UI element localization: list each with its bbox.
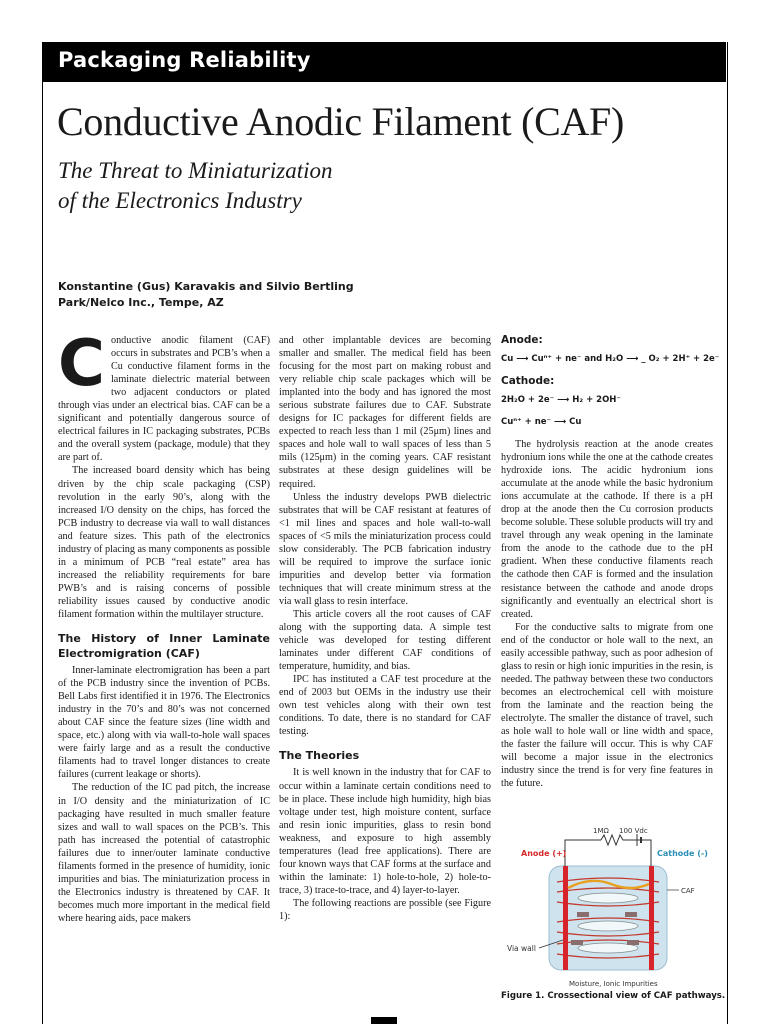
resistor-label: 1MΩ <box>593 827 609 835</box>
wire-anode <box>565 840 601 866</box>
body-paragraph: The reduction of the IC pad pitch, the increase in I/O density and the miniaturization of IC packaging have resulted in much smaller feature sizes and wall to wall spaces on the PCB’s. This path has increased the potential of catastrophic failures due to inner/outer laminate conductive filaments formed in the presence of humidity, ionic impurities and bias. The miniaturization process in the Electronics industry is threatened by CAF. It becomes much more important in the medical field where hearing aids, pace makers <box>58 782 270 924</box>
figure-caption: Figure 1. Crossectional view of CAF pathways. <box>501 991 726 1001</box>
cathode-equation-2: Cuⁿ⁺ + ne⁻ ⟶ Cu <box>501 417 582 427</box>
section-banner-label: Packaging Reliability <box>58 48 311 72</box>
caf-diagram <box>501 826 719 994</box>
cathode-label: Cathode: <box>501 375 555 387</box>
body-paragraph: For the conductive salts to migrate from one end of the conductor or hole wall to the next, an easily accessible pathway, such as poor adhesion of glass to resin or high ionic impurities in the resin, is needed. The pathway between these two conductors becomes an electrochemical cell with moisture from the laminate and the reaction being the electrolyte. The smaller the distance of travel, such as hole wall to hole wall or line width and space, the faster the failure will occur. This is why CAF will become a major issue in the electronics industry since the trend is for very fine features in the future. <box>501 621 713 790</box>
column-1 <box>58 327 270 925</box>
inner-pad <box>571 940 583 945</box>
anode-label: Anode: <box>501 334 543 346</box>
caf-label: CAF <box>681 887 695 895</box>
cathode-equation-1: 2H₂O + 2e⁻ ⟶ H₂ + 2OH⁻ <box>501 395 621 405</box>
reaction-block <box>501 334 720 428</box>
drop-cap: C <box>58 327 105 401</box>
intro-paragraph <box>58 327 270 464</box>
inner-pad <box>627 940 639 945</box>
author-names: Konstantine (Gus) Karavakis and Silvio Bertling <box>58 280 354 293</box>
cathode-label-fig: Cathode (-) <box>657 849 708 858</box>
wire-cathode <box>627 840 651 866</box>
subtitle-line-1: The Threat to Miniaturization <box>58 158 333 183</box>
article-title: Conductive Anodic Filament (CAF) <box>57 99 625 144</box>
body-paragraph: This article covers all the root causes of CAF along with the supporting data. A simple test vehicle was developed for testing different laminates under different CAF conditions of temperature, humidity, and bias. <box>279 608 491 673</box>
body-paragraph: Inner-laminate electromigration has been a part of the PCB industry since the invention of PCBs. Bell Labs first identified it in 1976. The Electronics industry in the 70’s and 80’s was not concerned about CAF since the feature sizes (line width and space, etc.) along with via wall-to-hole wall spaces were fairly large and as a result the conductive filaments had to travel longer distances to create failures (current leakage or shorts). <box>58 665 270 781</box>
via-wall-label: Via wall <box>507 944 536 953</box>
body-paragraph: IPC has instituted a CAF test procedure at the end of 2003 but OEMs in the industry use their own test vehicles along with their own test conditions. To date, there is no standard for CAF testing. <box>279 674 491 738</box>
via-wall-left <box>563 866 568 970</box>
author-affiliation: Park/Nelco Inc., Tempe, AZ <box>58 296 224 309</box>
voltage-label: 100 Vdc <box>619 827 648 835</box>
author-block <box>58 279 658 311</box>
body-paragraph: Unless the industry develops PWB dielectric substrates that will be CAF resistant at features of <1 mil lines and spaces and hole wall-to-wall spaces of <5 mils the miniaturization process could slow considerably. The PCB fabrication industry will be required to improve the surface ionic impurities and develop better via formation techniques that will create minimum stress at the via wall glass to resin interface. <box>279 491 491 607</box>
via-wall-right <box>649 866 654 970</box>
body-paragraph: and other implantable devices are becoming smaller and smaller. The medical field has been focusing for the most part on making robust and very reliable chip scale packages which will be implanted into the body and has ignored the most serious substrate failures due to CAF. Substrate designs for IC packages for different fields are expected to reach less than 1 mil (25μm) lines and spaces and hole wall to wall spaces of less than 5 mils (125μm) in the coming years. CAF resistant substrates at these design guidelines will be required. <box>279 335 491 490</box>
column-2 <box>279 334 491 923</box>
page-number-tab <box>371 1017 397 1024</box>
body-paragraph: It is well known in the industry that for CAF to occur within a laminate certain conditions need to be in place. These include high humidity, high bias voltage under test, high moisture content, surface and resin ionic impurities, glass to resin bond weakness, and exposure to high assembly temperatures (lead free applications). There are four known ways that CAF forms at the surface and within the laminate: 1) hole-to-hole, 2) hole-to-trace, 3) trace-to-trace, and 4) layer-to-layer. <box>279 767 491 896</box>
inner-pad <box>577 912 589 917</box>
glass-bundle <box>578 921 638 931</box>
intro-text: onductive anodic filament (CAF) occurs in substrates and PCB’s when a Cu conductive filament forms in the laminate dielectric material between two adjacent conductors or plated through vias under an electrical bias. CAF can be a significant and potentially dangerous source of electrical failures in IC packaging substrates, PCBs and the overall system (package, module) that they are part of. <box>58 335 270 464</box>
resistor-symbol <box>601 835 627 845</box>
glass-bundle <box>578 893 638 903</box>
figure-1 <box>501 826 719 994</box>
subtitle-line-2: of the Electronics Industry <box>58 188 302 213</box>
article-subtitle <box>58 156 658 216</box>
section-heading-theories: The Theories <box>279 749 360 763</box>
section-heading-history: The History of Inner Laminate Electromigration (CAF) <box>58 632 270 661</box>
inner-pad <box>625 912 637 917</box>
section-banner <box>42 42 726 82</box>
body-paragraph: The following reactions are possible (see Figure 1): <box>279 897 491 922</box>
moisture-label: Moisture, Ionic Impurities <box>569 980 658 988</box>
column-3 <box>501 334 720 790</box>
body-paragraph: The increased board density which has being driven by the chip scale packaging (CSP) revolution in the early 90’s, along with the increased I/O density on the chips, has forced the PCB industry to decrease via wall to wall distances and feature sizes. This path of the electronics industry of placing as many components as possible in a minimum of PCB “real estate” area has increased the reliability requirements for bare PWB’s and is raising concerns of possible reliability issues caused by conductive anodic filament formation within the multilayer structure. <box>58 465 270 620</box>
anode-equation: Cu ⟶ Cuⁿ⁺ + ne⁻ and H₂O ⟶ _ O₂ + 2H⁺ + 2e⁻ <box>501 354 720 364</box>
body-paragraph: The hydrolysis reaction at the anode creates hydronium ions while the one at the cathode creates hydroxide ions. The acidic hydronium ions accumulate at the anode while the basic hydronium ions accumulate at the cathode. If there is a pH drop at the anode then the Cu corrosion products become soluble. These soluble products will try and travel through any weak opening in the laminate from the anode to the cathode due to the pH gradient. When these conductive filaments reach the cathode then CAF is formed and the insulation resistance between the cathode and anode drops significantly and eventually an electrical short is created. <box>501 439 714 620</box>
anode-label-fig: Anode (+) <box>521 849 567 858</box>
